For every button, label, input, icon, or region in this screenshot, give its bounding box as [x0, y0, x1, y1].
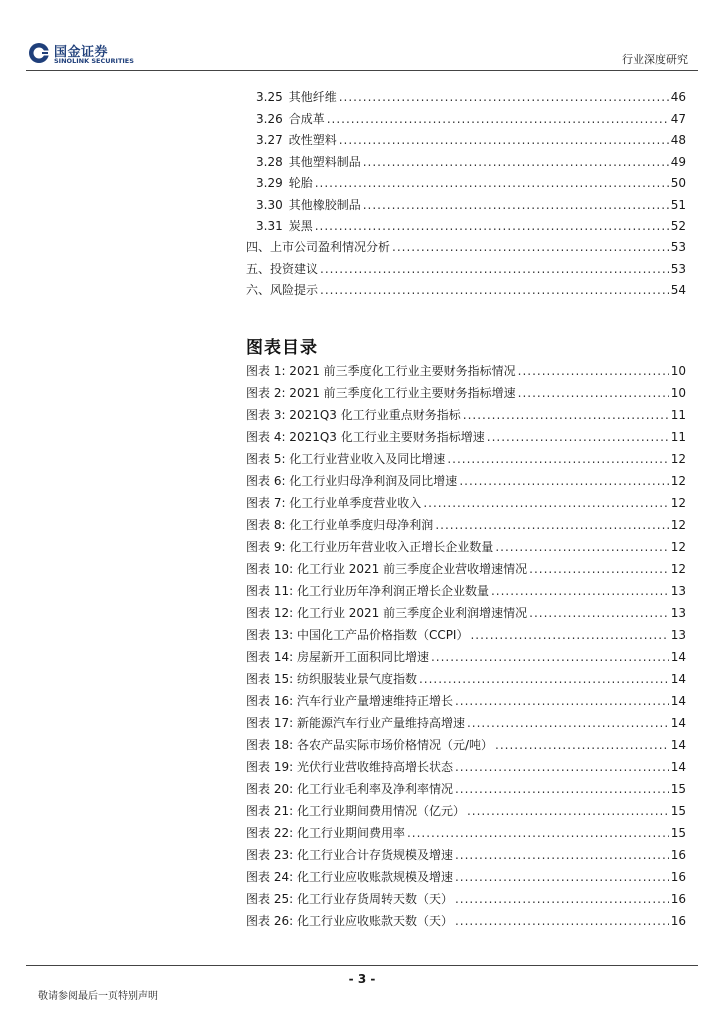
toc-item-title: 轮胎 — [288, 176, 313, 190]
page-header — [0, 0, 724, 70]
toc-leader — [315, 217, 669, 235]
figure-page: 14 — [670, 716, 686, 730]
toc-item-number: 3.30 — [256, 198, 283, 212]
figure-item[interactable] — [246, 714, 686, 732]
toc-item-number: 3.27 — [256, 133, 283, 147]
figure-page: 10 — [670, 364, 686, 378]
toc-leader — [363, 153, 669, 171]
figure-page: 12 — [670, 474, 686, 488]
figure-item[interactable] — [246, 890, 686, 908]
figure-item[interactable] — [246, 560, 686, 578]
toc-item-page: 46 — [670, 90, 686, 104]
toc-leader — [529, 560, 669, 578]
toc-leader — [463, 406, 669, 424]
figure-page: 14 — [670, 738, 686, 752]
figure-page: 14 — [670, 650, 686, 664]
toc-item-title: 改性塑料 — [288, 133, 337, 147]
figure-title: 图表 18: 各农产品实际市场价格情况（元/吨） — [246, 738, 493, 752]
toc-leader — [459, 472, 668, 490]
toc-leader — [487, 428, 669, 446]
toc-leader — [455, 846, 669, 864]
toc-item[interactable] — [256, 88, 686, 106]
toc-item-title: 合成革 — [288, 112, 325, 126]
toc-item[interactable] — [256, 196, 686, 214]
figure-title: 图表 5: 化工行业营业收入及同比增速 — [246, 452, 446, 466]
figure-title: 图表 2: 2021 前三季度化工行业主要财务指标增速 — [246, 386, 516, 400]
toc-item[interactable] — [246, 238, 686, 256]
toc-item-title: 其他塑料制品 — [288, 155, 361, 169]
toc-item[interactable] — [256, 131, 686, 149]
toc-leader — [431, 648, 669, 666]
toc-leader — [320, 281, 669, 299]
figure-title: 图表 6: 化工行业归母净利润及同比增速 — [246, 474, 458, 488]
figure-title: 图表 10: 化工行业 2021 前三季度企业营收增速情况 — [246, 562, 528, 576]
toc-leader — [518, 362, 669, 380]
figure-item[interactable] — [246, 428, 686, 446]
toc-leader — [447, 450, 668, 468]
toc-leader — [518, 384, 669, 402]
figure-page: 15 — [670, 804, 686, 818]
footer-disclaimer: 敬请参阅最后一页特别声明 — [38, 991, 158, 1002]
figure-item[interactable] — [246, 362, 686, 380]
toc-leader — [339, 88, 669, 106]
toc-leader — [467, 802, 669, 820]
toc-item-title: 其他橡胶制品 — [288, 198, 361, 212]
figure-title: 图表 1: 2021 前三季度化工行业主要财务指标情况 — [246, 364, 516, 378]
company-logo — [28, 40, 138, 68]
toc-item-page: 50 — [670, 176, 686, 190]
toc-item-title: 六、风险提示 — [246, 283, 319, 297]
figure-page: 16 — [670, 848, 686, 862]
figure-title: 图表 7: 化工行业单季度营业收入 — [246, 496, 422, 510]
toc-leader — [435, 516, 668, 534]
toc-leader — [363, 196, 669, 214]
toc-item[interactable] — [256, 153, 686, 171]
toc-item-number: 3.29 — [256, 176, 283, 190]
toc-item-page: 54 — [670, 283, 686, 297]
figure-page: 15 — [670, 782, 686, 796]
toc-item[interactable] — [256, 217, 686, 235]
toc-item-number: 3.26 — [256, 112, 283, 126]
toc-item-page: 53 — [670, 240, 686, 254]
figure-item[interactable] — [246, 516, 686, 534]
toc-leader — [315, 174, 669, 192]
toc-leader — [470, 626, 668, 644]
figure-page: 12 — [670, 452, 686, 466]
toc-leader — [495, 538, 668, 556]
figure-item[interactable] — [246, 384, 686, 402]
figure-page: 15 — [670, 826, 686, 840]
header-divider — [26, 70, 698, 71]
toc-item[interactable] — [256, 174, 686, 192]
logo-text-cn: 国金证券 — [54, 45, 109, 60]
figure-title: 图表 8: 化工行业单季度归母净利润 — [246, 518, 434, 532]
toc-leader — [495, 736, 669, 754]
figure-page: 13 — [670, 584, 686, 598]
figure-title: 图表 22: 化工行业期间费用率 — [246, 826, 405, 840]
toc-leader — [529, 604, 669, 622]
page-number: - 3 - — [348, 972, 376, 986]
toc-item-page: 53 — [670, 262, 686, 276]
figure-page: 16 — [670, 914, 686, 928]
footer-divider — [26, 965, 698, 966]
toc-leader — [455, 912, 669, 930]
figure-page: 12 — [670, 496, 686, 510]
figure-page: 12 — [670, 518, 686, 532]
toc-item-title: 四、上市公司盈利情况分析 — [246, 240, 391, 254]
figure-item[interactable] — [246, 406, 686, 424]
figure-item[interactable] — [246, 582, 686, 600]
figure-title: 图表 23: 化工行业合计存货规模及增速 — [246, 848, 453, 862]
toc-item-title: 五、投资建议 — [246, 262, 319, 276]
figure-page: 12 — [670, 562, 686, 576]
figure-item[interactable] — [246, 494, 686, 512]
figure-title: 图表 26: 化工行业应收账款天数（天） — [246, 914, 453, 928]
figure-item[interactable] — [246, 736, 686, 754]
figure-page: 16 — [670, 892, 686, 906]
figure-page: 14 — [670, 694, 686, 708]
figure-page: 10 — [670, 386, 686, 400]
figure-title: 图表 4: 2021Q3 化工行业主要财务指标增速 — [246, 430, 485, 444]
figure-title: 图表 14: 房屋新开工面积同比增速 — [246, 650, 429, 664]
logo-mark-icon — [28, 42, 50, 64]
figure-page: 12 — [670, 540, 686, 554]
figure-item[interactable] — [246, 692, 686, 710]
figure-title: 图表 25: 化工行业存货周转天数（天） — [246, 892, 453, 906]
figure-item[interactable] — [246, 758, 686, 776]
figure-title: 图表 11: 化工行业历年净利润正增长企业数量 — [246, 584, 489, 598]
toc-leader — [467, 714, 669, 732]
toc-leader — [455, 780, 669, 798]
figure-title: 图表 9: 化工行业历年营业收入正增长企业数量 — [246, 540, 494, 554]
figure-item[interactable] — [246, 846, 686, 864]
figure-item[interactable] — [246, 472, 686, 490]
figure-title: 图表 19: 光伏行业营收维持高增长状态 — [246, 760, 453, 774]
toc-item-number: 3.31 — [256, 219, 283, 233]
toc-leader — [339, 131, 669, 149]
figure-title: 图表 21: 化工行业期间费用情况（亿元） — [246, 804, 465, 818]
figure-page: 13 — [670, 606, 686, 620]
toc-leader — [407, 824, 669, 842]
report-category: 行业深度研究 — [622, 53, 688, 66]
figure-item[interactable] — [246, 780, 686, 798]
toc-item[interactable] — [256, 110, 686, 128]
figure-page: 16 — [670, 870, 686, 884]
figure-title: 图表 15: 纺织服装业景气度指数 — [246, 672, 417, 686]
toc-item-page: 47 — [670, 112, 686, 126]
toc-item-title: 其他纤维 — [288, 90, 337, 104]
toc-leader — [392, 238, 669, 256]
figure-item[interactable] — [246, 604, 686, 622]
toc-item-number: 3.28 — [256, 155, 283, 169]
figure-title: 图表 20: 化工行业毛利率及净利率情况 — [246, 782, 453, 796]
toc-leader — [320, 260, 669, 278]
toc-leader — [327, 110, 669, 128]
figure-title: 图表 24: 化工行业应收账款规模及增速 — [246, 870, 453, 884]
toc-leader — [455, 758, 669, 776]
toc-leader — [455, 868, 669, 886]
figure-item[interactable] — [246, 626, 686, 644]
toc-leader — [419, 670, 669, 688]
figure-item[interactable] — [246, 824, 686, 842]
toc-item-page: 52 — [670, 219, 686, 233]
figure-title: 图表 17: 新能源汽车行业产量维持高增速 — [246, 716, 465, 730]
figure-title: 图表 13: 中国化工产品价格指数（CCPI） — [246, 628, 469, 642]
figure-item[interactable] — [246, 670, 686, 688]
toc-leader — [455, 890, 669, 908]
figure-item[interactable] — [246, 802, 686, 820]
toc-leader — [491, 582, 669, 600]
toc-leader — [455, 692, 669, 710]
figure-page: 11 — [670, 408, 686, 422]
toc-item-page: 49 — [670, 155, 686, 169]
figure-item[interactable] — [246, 450, 686, 468]
logo-text-en: SINOLINK SECURITIES — [54, 57, 134, 65]
toc-item-page: 48 — [670, 133, 686, 147]
toc-item-title: 炭黑 — [288, 219, 313, 233]
figure-page: 11 — [670, 430, 686, 444]
figure-page: 14 — [670, 672, 686, 686]
toc-item[interactable] — [246, 281, 686, 299]
figure-page: 14 — [670, 760, 686, 774]
toc-item-number: 3.25 — [256, 90, 283, 104]
toc-leader — [423, 494, 668, 512]
toc-item[interactable] — [246, 260, 686, 278]
toc-item-page: 51 — [670, 198, 686, 212]
figure-title: 图表 12: 化工行业 2021 前三季度企业利润增速情况 — [246, 606, 528, 620]
figures-list-heading: 图表目录 — [246, 338, 318, 358]
figure-item[interactable] — [246, 912, 686, 930]
figure-title: 图表 3: 2021Q3 化工行业重点财务指标 — [246, 408, 461, 422]
figure-item[interactable] — [246, 648, 686, 666]
figure-item[interactable] — [246, 538, 686, 556]
figure-page: 13 — [670, 628, 686, 642]
figure-title: 图表 16: 汽车行业产量增速维持正增长 — [246, 694, 453, 708]
figure-item[interactable] — [246, 868, 686, 886]
